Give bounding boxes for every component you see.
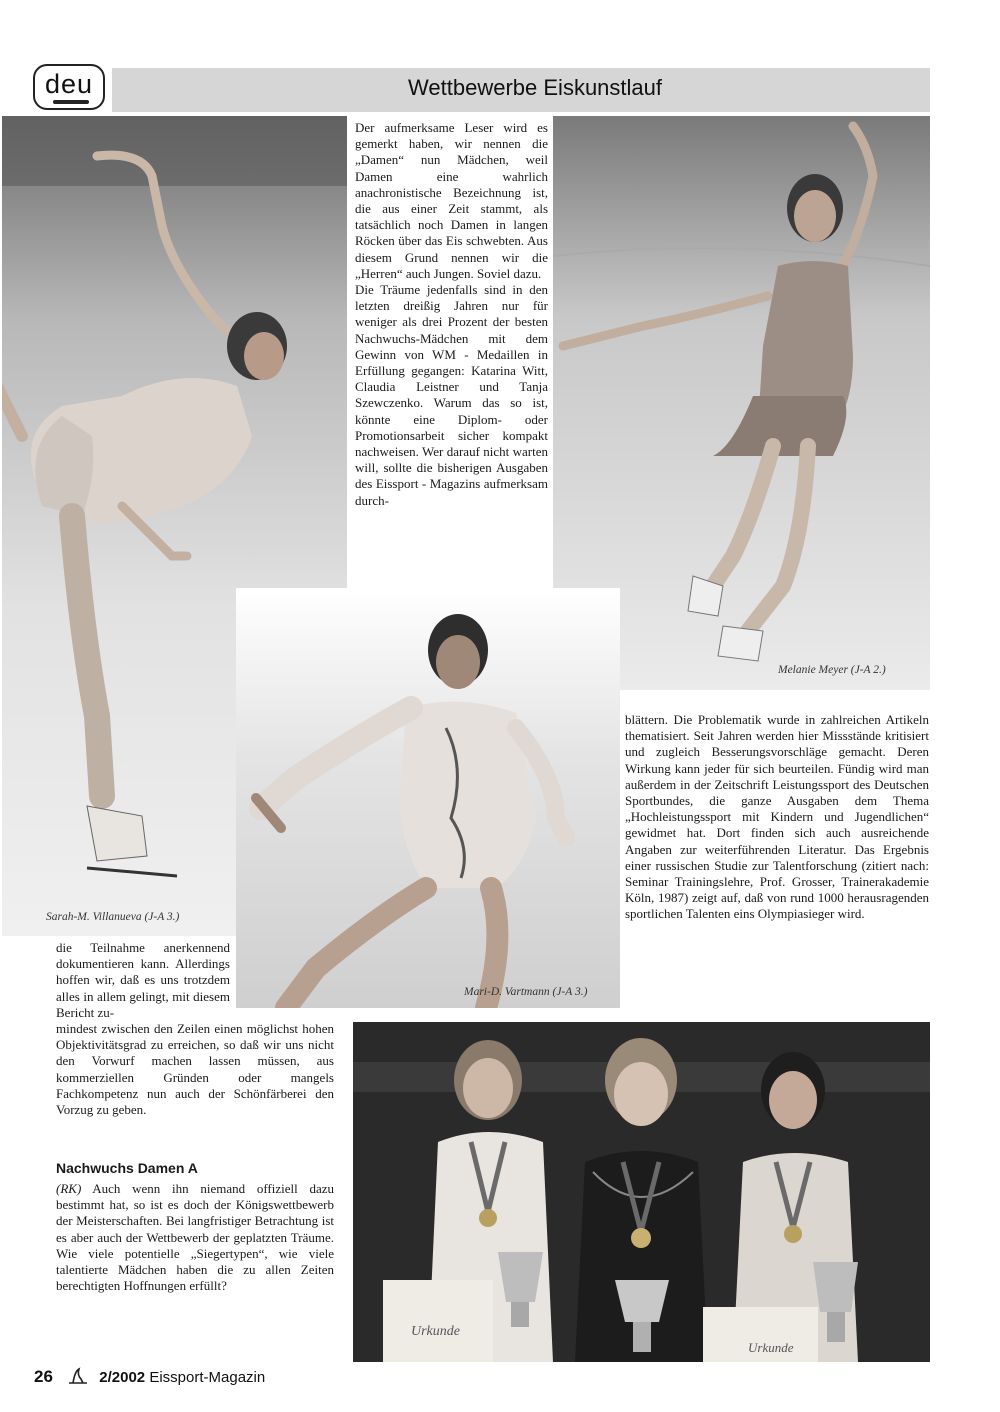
article-paragraph-1: Der aufmerksame Leser wird es gemerkt haben, wir nennen die „Damen“ nun Mädchen, weil Damen eine wahrlich anachronistische Bezeichnung ist, die aus einer Zeit stammt, als tatsächlich noch Damen in langen Röcken über das Eis schwebten. Aus diesem Grund nennen wir die „Herren“ auch Jungen. Soviel dazu. (355, 120, 548, 281)
magazine-emblem-icon (67, 1367, 89, 1385)
section-subheading: Nachwuchs Damen A (56, 1160, 198, 1176)
magazine-name: Eissport-Magazin (149, 1369, 266, 1386)
article-column-right (625, 712, 929, 923)
caption-center: Mari-D. Vartmann (J-A 3.) (464, 986, 588, 998)
article-paragraph-2: Die Träume jedenfalls sind in den letzten dreißig Jahren nur für weniger als drei Prozent der besten Nachwuchs-Mädchen mit dem Gewinn von WM - Medaillen in Erfüllung gegangen: Katarina Witt, Claudia Leistner und Tanja Szewczenko. Warum das so ist, könnte eine Diplom- oder Promotionsarbeit sicher kompakt nachweisen. Wer darauf nicht warten will, sollte die bisherigen Ausgaben des Eissport - Magazins aufmerksam durch- (355, 282, 548, 508)
issue-number: 2/2002 (99, 1369, 146, 1386)
certificate-left-title: Urkunde (411, 1324, 460, 1339)
page-footer (34, 1367, 265, 1387)
page-number: 26 (34, 1367, 53, 1386)
article-paragraph-3: blättern. Die Problematik wurde in zahlreichen Artikeln thematisiert. Seit Jahren werden hier Missstände kritisiert und zugleich Besserungsvorschläge gemacht. Deren Wirkung kann jeder für sich beurteilen. Fündig wird man außerdem in der Zeitschrift Leistungssport des Deutschen Sportbundes, die ganze Ausgaben dem Thema „Hochleistungssport mit Kindern und Jugendlichen“ gewidmet hat. Dort finden sich auch ausreichende Angaben zur weiterführenden Literatur. Das Ergebnis einer russischen Studie zur Talentforschung (zitiert nach: Seminar Trainingslehre, Prof. Grosser, Trainerakademie Köln, 1987) zeigt auf, daß von rund 1000 herausragenden sportlichen Talenten eins Olympiasieger wird. (625, 712, 929, 922)
skate-icon (53, 100, 89, 104)
photo-podium (353, 1022, 930, 1362)
article-paragraph-5: mindest zwischen den Zeilen einen möglichst hohen Objektivitätsgrad zu erreichen, so daß wir uns nicht den Vorwurf machen lassen müssen, aus kommerziellen Gründen oder mangels Fachkompetenz nun auch der Schönfärberei den Vorzug zu geben. (56, 1021, 334, 1118)
article-column-left-wide (56, 1021, 334, 1118)
caption-right: Melanie Meyer (J-A 2.) (778, 664, 886, 676)
article-column-center (355, 120, 548, 509)
section-body-text: Auch wenn ihn niemand offiziell dazu bestimmt hat, so ist es doch der Königswettbewerb der Meisterschaften. Bei langfristiger Betrachtung ist es aber auch der Wettbewerb der geplatzten Träume. Wie viele potentielle „Siegertypen“, wie viele talentierte Mädchen haben die zu allen Zeiten berechtigten Hoffnungen erfüllt? (56, 1181, 334, 1294)
article-column-left-narrow (56, 940, 230, 1021)
section-author-abbrev: (RK) (56, 1181, 82, 1196)
magazine-logo (33, 64, 105, 110)
article-paragraph-4: die Teilnahme anerkennend dokumentieren kann. Allerdings hoffen wir, daß es uns trotzdem alles in allem gelingt, mit diesem Bericht zu- (56, 940, 230, 1020)
certificate-right-title: Urkunde (748, 1340, 794, 1355)
section-body (56, 1181, 334, 1294)
caption-left: Sarah-M. Villanueva (J-A 3.) (46, 911, 180, 923)
section-title: Wettbewerbe Eiskunstlauf (408, 75, 662, 100)
photo-center-skater (236, 588, 620, 1008)
logo-text: deu (44, 69, 94, 99)
section-header-bar (112, 68, 930, 112)
